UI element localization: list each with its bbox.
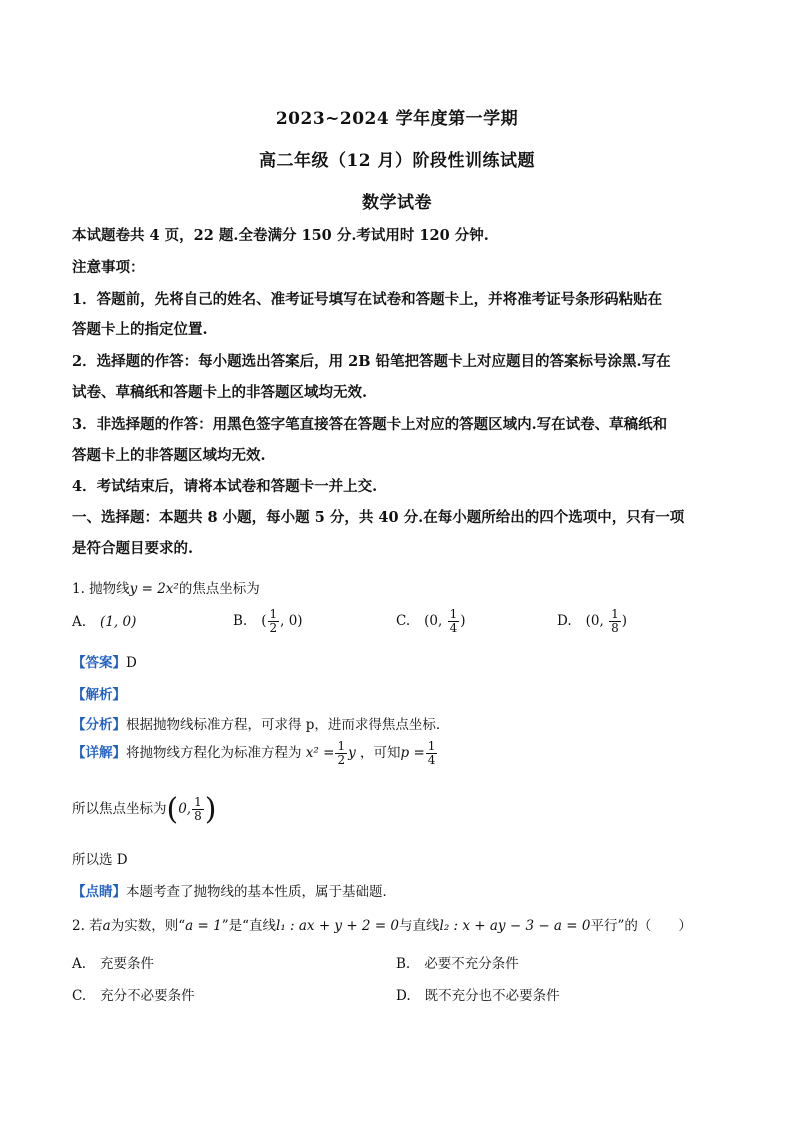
- detail-variable: y: [348, 745, 356, 762]
- answer-tag: 【答案】: [72, 655, 126, 671]
- q2-option-c: [72, 984, 195, 1004]
- option-fraction: [268, 608, 280, 635]
- notice-title: 注意事项：: [72, 259, 145, 276]
- analysis-tag: 【解析】: [72, 687, 126, 703]
- note-line: 答题卡上的指定位置.: [72, 321, 208, 338]
- fenxi-tag: 【分析】: [72, 717, 126, 733]
- option-label: C.: [72, 988, 87, 1004]
- option-fraction: [609, 608, 621, 635]
- detail-fraction: [335, 740, 347, 767]
- q2-text: ”是“直线: [221, 918, 276, 934]
- option-label: D.: [557, 613, 572, 630]
- q2-text: 与直线: [399, 918, 440, 934]
- detail-mid: ，可知: [360, 745, 401, 762]
- q1-option-b: [233, 608, 303, 635]
- answer-value: D: [126, 655, 137, 671]
- fenxi-text: 根据抛物线标准方程，可求得 p，进而求得焦点坐标．: [126, 717, 450, 733]
- fraction-numerator: 1: [194, 794, 202, 809]
- q1-focus: [72, 792, 732, 827]
- fraction-denominator: 8: [194, 809, 202, 823]
- option-label: B.: [233, 613, 248, 630]
- q1-answer: [72, 651, 732, 671]
- q1-suffix: 的焦点坐标为: [178, 581, 260, 597]
- option-text: 必要不充分条件: [424, 956, 519, 972]
- q1-option-a: [72, 614, 136, 630]
- comment-tag: 【点睛】: [72, 884, 126, 900]
- option-pre: (0,: [585, 613, 609, 630]
- option-text: 既不充分也不必要条件: [424, 988, 560, 1004]
- left-paren: (: [166, 792, 179, 827]
- option-post: ): [460, 613, 466, 630]
- option-label: A.: [72, 614, 87, 630]
- option-text: (1, 0): [100, 614, 137, 630]
- option-text: 充要条件: [100, 956, 155, 972]
- option-post: ): [621, 613, 628, 630]
- focus-text: 所以焦点坐标为: [72, 801, 167, 817]
- right-paren: ): [204, 792, 217, 827]
- detail-p-fraction: [426, 740, 438, 767]
- fraction-numerator: 1: [449, 607, 458, 621]
- option-label: D.: [396, 988, 411, 1004]
- fraction-denominator: 4: [427, 753, 436, 768]
- option-pre: (: [261, 613, 267, 630]
- q2-option-d: [396, 984, 560, 1004]
- q2-text: 平行”的（ ）: [590, 918, 692, 934]
- note-line: 1．答题前，先将自己的姓名、准考证号填写在试卷和答题卡上，并将准考证号条形码粘贴在: [72, 291, 663, 308]
- exam-info: 本试题卷共 4 页，22 题.全卷满分 150 分.考试用时 120 分钟.: [72, 227, 489, 244]
- detail-text: 将抛物线方程化为标准方程为: [126, 745, 302, 762]
- note-line: 4．考试结束后，请将本试卷和答题卡一并上交.: [72, 478, 378, 495]
- fraction-numerator: 1: [427, 739, 436, 753]
- q1-detail: [72, 740, 732, 767]
- q2-condition: a = 1: [185, 918, 222, 934]
- fraction-denominator: 2: [337, 753, 346, 768]
- header-subject: 数学试卷: [362, 193, 432, 213]
- note-line: 3．非选择题的作答：用黑色签字笔直接答在答题卡上对应的答题区域内.写在试卷、草稿纸和: [72, 416, 668, 433]
- q2-line-1: l₁ : ax + y + 2 = 0: [276, 918, 400, 934]
- option-label: A.: [72, 956, 87, 972]
- fraction-numerator: 1: [337, 739, 346, 753]
- option-fraction: [448, 608, 460, 635]
- section-heading: 是符合题目要求的.: [72, 540, 194, 557]
- fraction-numerator: 1: [611, 607, 619, 621]
- fraction-denominator: 2: [269, 621, 278, 636]
- q2-text: 为实数，则“: [110, 918, 186, 934]
- section-heading: 一、选择题：本题共 8 小题，每小题 5 分，共 40 分.在每小题所给出的四个选项中，只有一项: [72, 509, 685, 526]
- q1-formula: y = 2x²: [129, 581, 179, 597]
- q1-option-c: [396, 608, 466, 635]
- q2-line-2: l₂ : x + ay − 3 − a = 0: [439, 918, 591, 934]
- q2-option-b: [396, 952, 519, 972]
- detail-equation: x² =: [305, 745, 335, 762]
- q1-option-d: [557, 608, 627, 635]
- note-line: 2．选择题的作答：每小题选出答案后，用 2B 铅笔把答题卡上对应题目的答案标号涂黑.写在: [72, 353, 671, 370]
- focus-coordinate: 0,: [178, 801, 192, 817]
- option-label: C.: [396, 613, 411, 630]
- note-line: 答题卡上的非答题区域均无效.: [72, 447, 266, 464]
- fraction-denominator: 8: [611, 621, 619, 636]
- header-year: 2023~2024 学年度第一学期: [275, 109, 519, 129]
- note-line: 试卷、草稿纸和答题卡上的非答题区域均无效.: [72, 384, 368, 401]
- fraction-denominator: 4: [449, 621, 458, 636]
- q2-option-a: [72, 952, 154, 972]
- header-exam: 高二年级（12 月）阶段性训练试题: [258, 151, 536, 171]
- option-label: B.: [396, 956, 411, 972]
- q2-text: 2. 若: [72, 918, 103, 934]
- option-pre: (0,: [424, 613, 447, 630]
- question-1-stem: [72, 577, 732, 597]
- q1-fenxi: [72, 713, 732, 733]
- detail-p: p =: [400, 745, 425, 762]
- comment-text: 本题考查了抛物线的基本性质，属于基础题．: [126, 884, 396, 900]
- question-2-stem: [72, 914, 732, 934]
- focus-fraction: [192, 796, 204, 823]
- q1-choose: 所以选 D: [72, 852, 128, 868]
- q2-variable: a: [102, 918, 111, 934]
- option-post: , 0): [280, 613, 303, 630]
- option-text: 充分不必要条件: [100, 988, 195, 1004]
- fraction-numerator: 1: [269, 607, 278, 621]
- q1-comment: [72, 880, 732, 900]
- q1-prefix: 1. 抛物线: [72, 581, 130, 597]
- detail-tag: 【详解】: [72, 745, 126, 762]
- q1-analysis-heading: [72, 683, 732, 703]
